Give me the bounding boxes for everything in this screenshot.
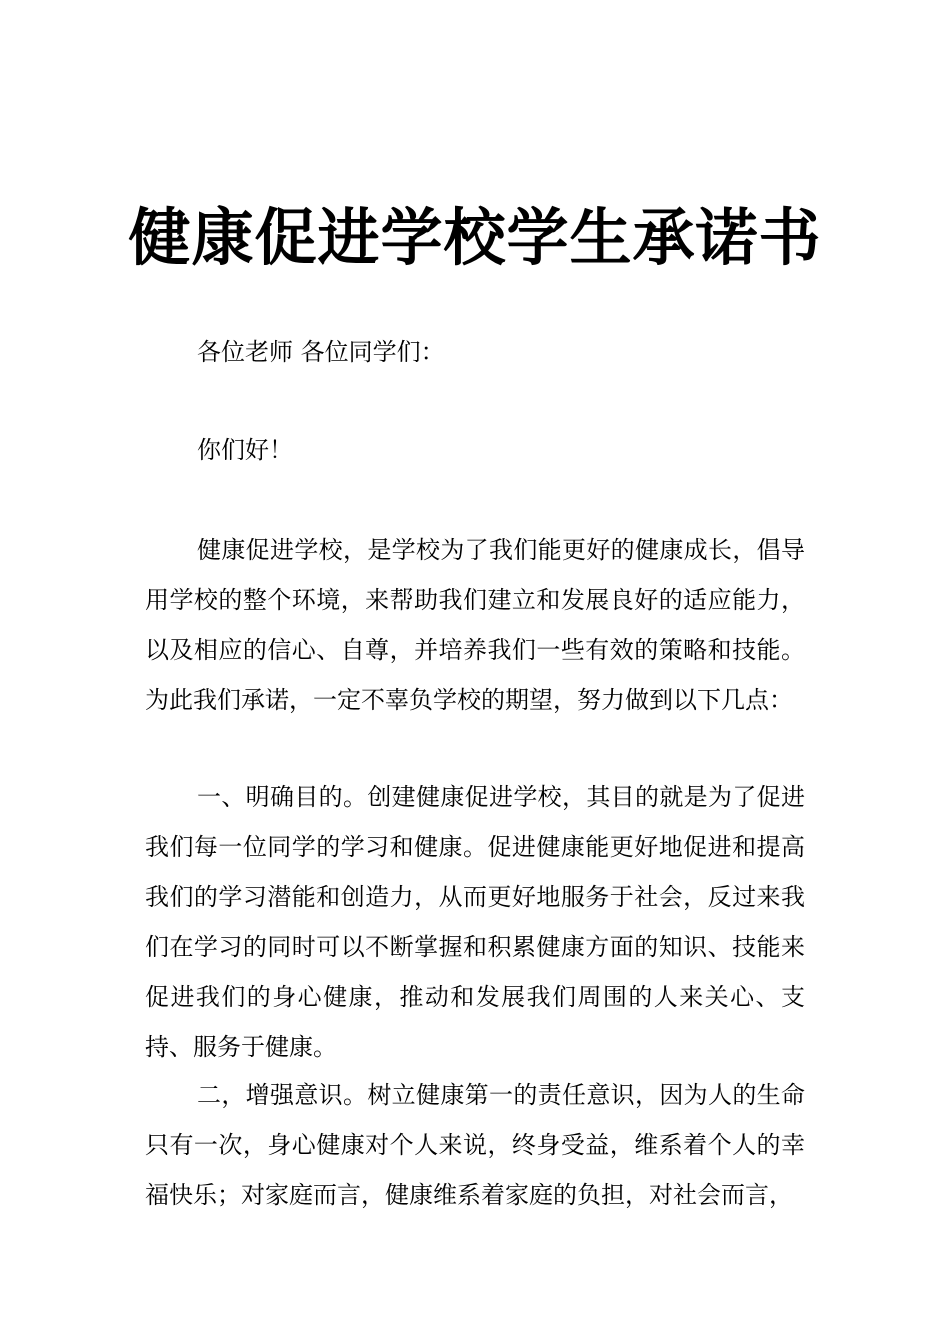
greeting: 你们好！ bbox=[197, 436, 293, 464]
document-title: 健康促进学校学生承诺书 bbox=[128, 201, 822, 274]
paragraph-intro: 健康促进学校，是学校为了我们能更好的健康成长，倡导用学校的整个环境，来帮助我们建立和发展良好的适应能力，以及相应的信心、自尊，并培养我们一些有效的策略和技能。为此我们承诺，一定不辜负学校的期望，努力做到以下几点： bbox=[145, 536, 805, 714]
paragraph-point-one: 一、明确目的。创建健康促进学校，其目的就是为了促进我们每一位同学的学习和健康。促进健康能更好地促进和提高我们的学习潜能和创造力，从而更好地服务于社会，反过来我们在学习的同时可以不断掌握和积累健康方面的知识、技能来促进我们的身心健康，推动和发展我们周围的人来关心、支持、服务于健康。 bbox=[145, 783, 805, 1061]
paragraph-point-two: 二，增强意识。树立健康第一的责任意识，因为人的生命只有一次，身心健康对个人来说，终身受益，维系着个人的幸福快乐；对家庭而言，健康维系着家庭的负担，对社会而言， bbox=[145, 1081, 805, 1209]
salutation: 各位老师 各位同学们： bbox=[197, 338, 445, 366]
